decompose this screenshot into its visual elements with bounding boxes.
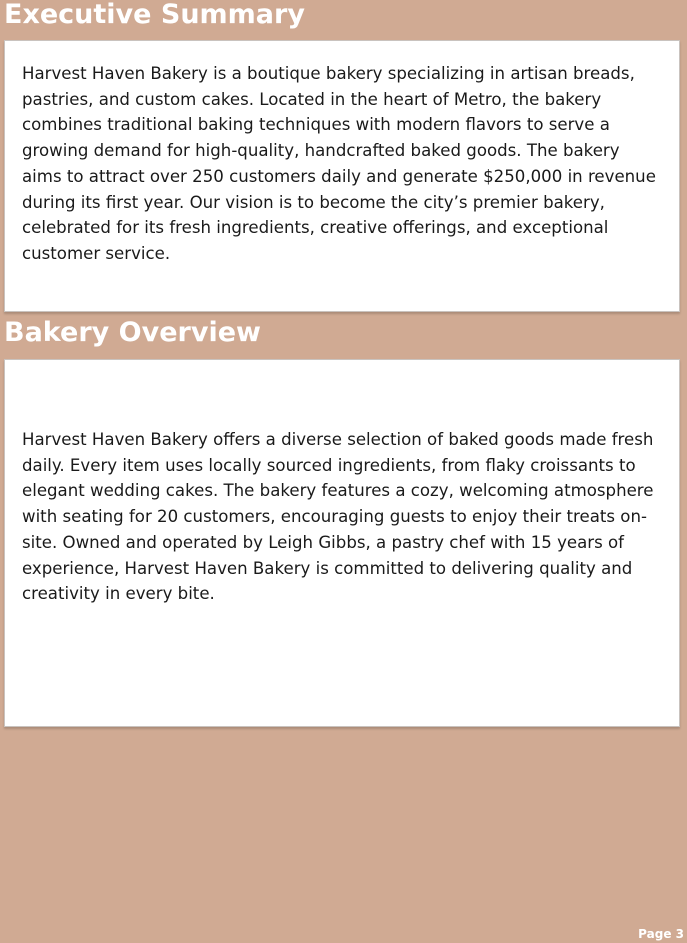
bakery-overview-card	[4, 359, 680, 727]
bakery-overview-heading: Bakery Overview	[4, 317, 261, 348]
page-number: Page 3	[638, 927, 684, 941]
executive-summary-heading: Executive Summary	[4, 0, 305, 30]
bakery-overview-text: Harvest Haven Bakery offers a diverse selection of baked goods made fresh daily. Every item uses locally sourced ingredients, from flaky croissants to elegant wedding cakes. The bakery features a cozy, welcoming atmosphere with seating for 20 customers, encouraging guests to enjoy their treats on-site. Owned and operated by Leigh Gibbs, a pastry chef with 15 years of experience, Harvest Haven Bakery is committed to delivering quality and creativity in every bite.	[22, 430, 654, 604]
executive-summary-text: Harvest Haven Bakery is a boutique bakery specializing in artisan breads, pastries, and custom cakes. Located in the heart of Metro, the bakery combines traditional baking techniques with modern flavors to serve a growing demand for high-quality, handcrafted baked goods. The bakery aims to attract over 250 customers daily and generate $250,000 in revenue during its first year. Our vision is to become the city’s premier bakery, celebrated for its fresh ingredients, creative offerings, and exceptional customer service.	[22, 64, 656, 263]
executive-summary-card	[4, 40, 680, 312]
